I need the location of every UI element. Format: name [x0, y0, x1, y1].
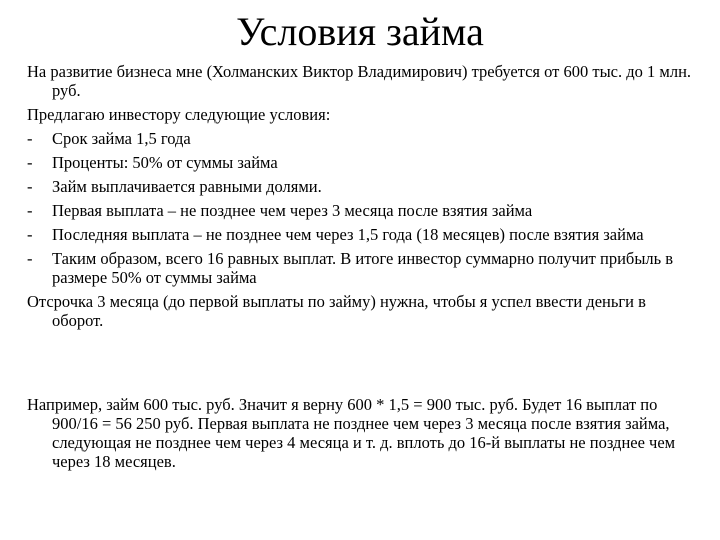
- bullet-text: Таким образом, всего 16 равных выплат. В итоге инвестор суммарно получит прибыль в размере 50% от суммы займа: [52, 249, 674, 287]
- bullet-dash: -: [27, 153, 33, 172]
- bullet-dash: -: [27, 177, 33, 196]
- bullet-dash: -: [27, 201, 33, 220]
- deferral-paragraph: Отсрочка 3 месяца (до первой выплаты по займу) нужна, чтобы я успел ввести деньги в оборот.: [27, 292, 646, 330]
- bullet-text: Срок займа 1,5 года: [52, 129, 191, 148]
- bullet-text: Последняя выплата – не позднее чем через 1,5 года (18 месяцев) после взятия займа: [52, 225, 644, 244]
- slide-body: [27, 62, 697, 476]
- example-paragraph: Например, займ 600 тыс. руб. Значит я верну 600 * 1,5 = 900 тыс. руб. Будет 16 выплат по 900/16 = 56 250 руб. Первая выплата не позднее чем через 3 месяца после взятия займа, следующая не позднее чем через 4 месяца и т. д. вплоть до 16-й выплаты не позднее чем через 18 месяцев.: [27, 395, 676, 471]
- list-item: [27, 249, 697, 287]
- slide-title: Условия займа: [236, 9, 484, 54]
- bullet-text: Займ выплачивается равными долями.: [52, 177, 322, 196]
- intro-paragraph: На развитие бизнеса мне (Холманских Виктор Владимирович) требуется от 600 тыс. до 1 млн. руб.: [27, 62, 692, 100]
- bullet-dash: -: [27, 249, 33, 268]
- list-item: [27, 129, 697, 148]
- offer-paragraph: Предлагаю инвестору следующие условия:: [27, 105, 331, 124]
- spacer: [27, 335, 697, 395]
- bullet-dash: -: [27, 129, 33, 148]
- list-item: [27, 225, 697, 244]
- bullet-text: Проценты: 50% от суммы займа: [52, 153, 278, 172]
- bullet-dash: -: [27, 225, 33, 244]
- list-item: [27, 177, 697, 196]
- list-item: [27, 153, 697, 172]
- bullet-text: Первая выплата – не позднее чем через 3 месяца после взятия займа: [52, 201, 533, 220]
- list-item: [27, 201, 697, 220]
